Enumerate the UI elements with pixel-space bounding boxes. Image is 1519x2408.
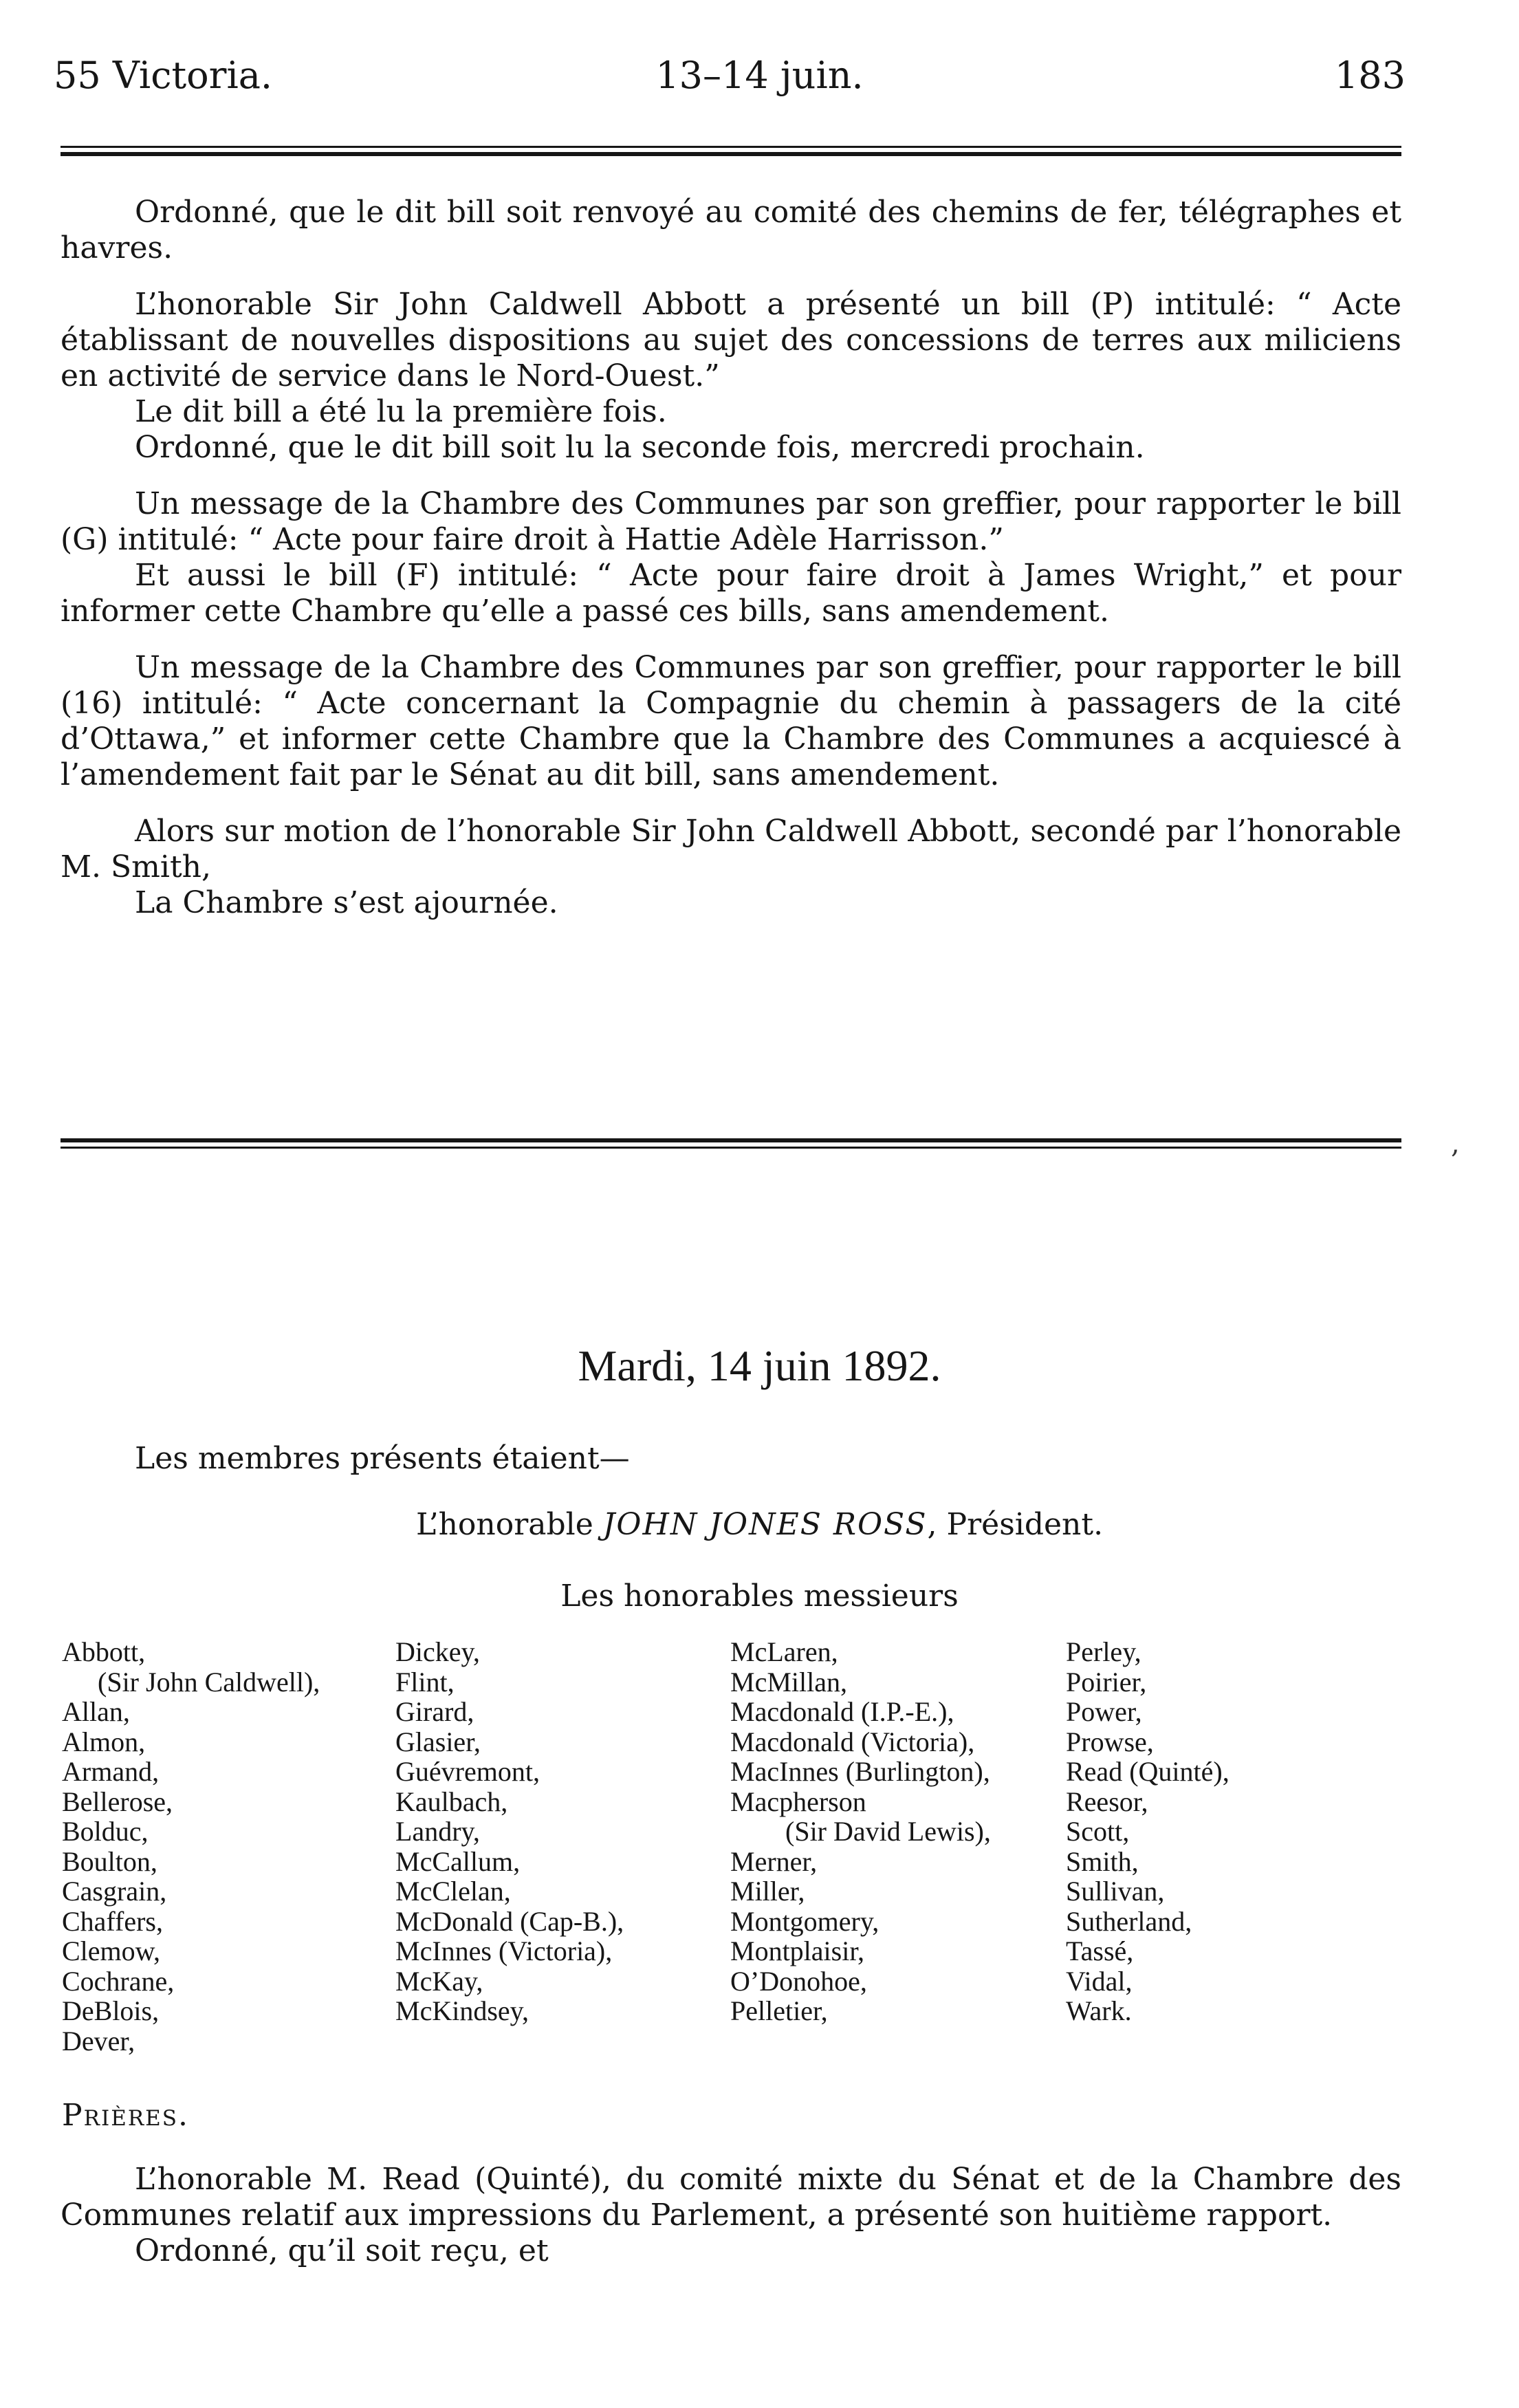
section-divider-bottom (61, 1147, 1401, 1149)
president-name: JOHN JONES ROSS (602, 1507, 928, 1542)
member-name: MacInnes (Burlington), (730, 1756, 990, 1787)
member-name: Macpherson (730, 1786, 866, 1817)
scan-speck: , (1451, 1128, 1460, 1160)
proceedings-14-june (61, 2162, 1401, 2269)
member-name: Landry, (395, 1816, 480, 1847)
member-name: Miller, (730, 1876, 805, 1907)
member-name: McClelan, (395, 1876, 511, 1907)
member-name: Montplaisir, (730, 1935, 865, 1966)
member-name: Pelletier, (730, 1995, 828, 2026)
member-name: Boulton, (62, 1845, 157, 1877)
paragraph-report-received: Ordonné, qu’il soit reçu, et (135, 2233, 549, 2268)
member-name: McMillan, (730, 1666, 847, 1697)
member-name: Allan, (62, 1696, 130, 1727)
paragraph-adjournment-motion: Alors sur motion de l’honorable Sir John Caldwell Abbott, secondé par l’honorable M. Smith, (61, 814, 1401, 885)
paragraph-message-bill-16: Un message de la Chambre des Communes par son greffier, pour rapporter le bill (16) intitulé: “ Acte concernant la Compagnie du chemin à passagers de la cité d’Ottawa,” et informer cette Chambre que la Chambre des Communes a acquiescé à l’amendement fait par le Sénat au dit bill, sans amendement. (61, 650, 1401, 792)
member-name: Merner, (730, 1845, 818, 1877)
member-name: Chaffers, (62, 1905, 163, 1937)
member-name: Macdonald (Victoria), (730, 1726, 975, 1757)
member-name: Bolduc, (62, 1816, 149, 1847)
paragraph-referral: Ordonné, que le dit bill soit renvoyé au comité des chemins de fer, télégraphes et havres. (61, 195, 1401, 265)
paragraph-first-reading: Le dit bill a été lu la première fois. (135, 394, 667, 429)
member-name: Cochrane, (62, 1965, 175, 1997)
member-name: Casgrain, (62, 1876, 167, 1907)
header-rule-top (61, 146, 1401, 148)
member-name: Reesor, (1066, 1786, 1148, 1817)
members-intro: Les membres présents étaient— (135, 1441, 630, 1476)
member-name: Girard, (395, 1696, 474, 1727)
president-prefix: L’honorable (415, 1507, 593, 1542)
paragraph-bill-p: L’honorable Sir John Caldwell Abbott a présenté un bill (P) intitulé: “ Acte établissant de nouvelles dispositions au sujet des concessions de terres aux miliciens en activité de service dans le Nord-Ouest.” (61, 287, 1401, 393)
member-name: Prowse, (1066, 1726, 1154, 1757)
member-name: Bellerose, (62, 1786, 173, 1817)
members-column-2 (395, 1637, 624, 2026)
president-line (0, 1507, 1519, 1543)
member-name: Wark. (1066, 1995, 1132, 2026)
member-name: Almon, (62, 1726, 146, 1757)
sitting-title: Mardi, 14 juin 1892. (578, 1341, 941, 1390)
member-name: McKay, (395, 1965, 483, 1997)
members-column-1 (62, 1637, 320, 2056)
member-name: Read (Quinté), (1066, 1756, 1230, 1787)
paragraph-message-bill-g: Un message de la Chambre des Communes par son greffier, pour rapporter le bill (G) intitulé: “ Acte pour faire droit à Hattie Adèle Harrisson.” (61, 486, 1401, 557)
member-name: Kaulbach, (395, 1786, 508, 1817)
member-name: Armand, (62, 1756, 160, 1787)
member-name: Glasier, (395, 1726, 481, 1757)
member-name: Power, (1066, 1696, 1142, 1727)
member-name: Clemow, (62, 1935, 160, 1966)
member-name: Poirier, (1066, 1666, 1147, 1697)
member-name: Guévremont, (395, 1756, 540, 1787)
member-name: Macdonald (I.P.-E.), (730, 1696, 954, 1727)
proceedings-13-june (61, 195, 1401, 921)
paragraph-second-reading: Ordonné, que le dit bill soit lu la seconde fois, mercredi prochain. (135, 430, 1145, 465)
member-name: Abbott, (62, 1636, 146, 1667)
header-page-number: 183 (1334, 54, 1406, 97)
paragraph-printing-report: L’honorable M. Read (Quinté), du comité mixte du Sénat et de la Chambre des Communes relatif aux impressions du Parlement, a présenté son huitième rapport. (61, 2162, 1401, 2233)
prayers-heading: Prières. (62, 2098, 190, 2133)
member-name: Tassé, (1066, 1935, 1134, 1966)
member-name: Smith, (1066, 1845, 1139, 1877)
header-regnal-year: 55 Victoria. (54, 54, 273, 97)
member-name: DeBlois, (62, 1995, 160, 2026)
member-name: Dever, (62, 2025, 135, 2057)
members-list (62, 1637, 1403, 2077)
member-name: Scott, (1066, 1816, 1130, 1847)
member-name: (Sir David Lewis), (785, 1816, 991, 1847)
member-name: Flint, (395, 1666, 455, 1697)
header-rule-bottom (61, 152, 1401, 156)
section-divider-top (61, 1138, 1401, 1142)
member-name: Montgomery, (730, 1905, 879, 1937)
header-date: 13–14 juin. (655, 54, 864, 97)
member-name: McKindsey, (395, 1995, 529, 2026)
member-name: McCallum, (395, 1845, 521, 1877)
member-name: Sullivan, (1066, 1876, 1165, 1907)
member-name: McLaren, (730, 1636, 838, 1667)
member-name: Perley, (1066, 1636, 1141, 1667)
member-name: Dickey, (395, 1636, 480, 1667)
paragraph-message-bill-f: Et aussi le bill (F) intitulé: “ Acte pour faire droit à James Wright,” et pour informer cette Chambre qu’elle a passé ces bills, sans amendement. (61, 558, 1401, 629)
member-name: O’Donohoe, (730, 1965, 867, 1997)
member-name: Vidal, (1066, 1965, 1133, 1997)
honorables-heading: Les honorables messieurs (560, 1579, 959, 1614)
paragraph-adjourned: La Chambre s’est ajournée. (135, 885, 558, 920)
member-name: Sutherland, (1066, 1905, 1192, 1937)
member-name: McDonald (Cap-B.), (395, 1905, 624, 1937)
member-name: McInnes (Victoria), (395, 1935, 613, 1966)
members-column-3 (730, 1637, 991, 2026)
member-name: (Sir John Caldwell), (98, 1666, 320, 1697)
president-title: , Président. (927, 1507, 1104, 1542)
members-column-4 (1066, 1637, 1230, 2026)
